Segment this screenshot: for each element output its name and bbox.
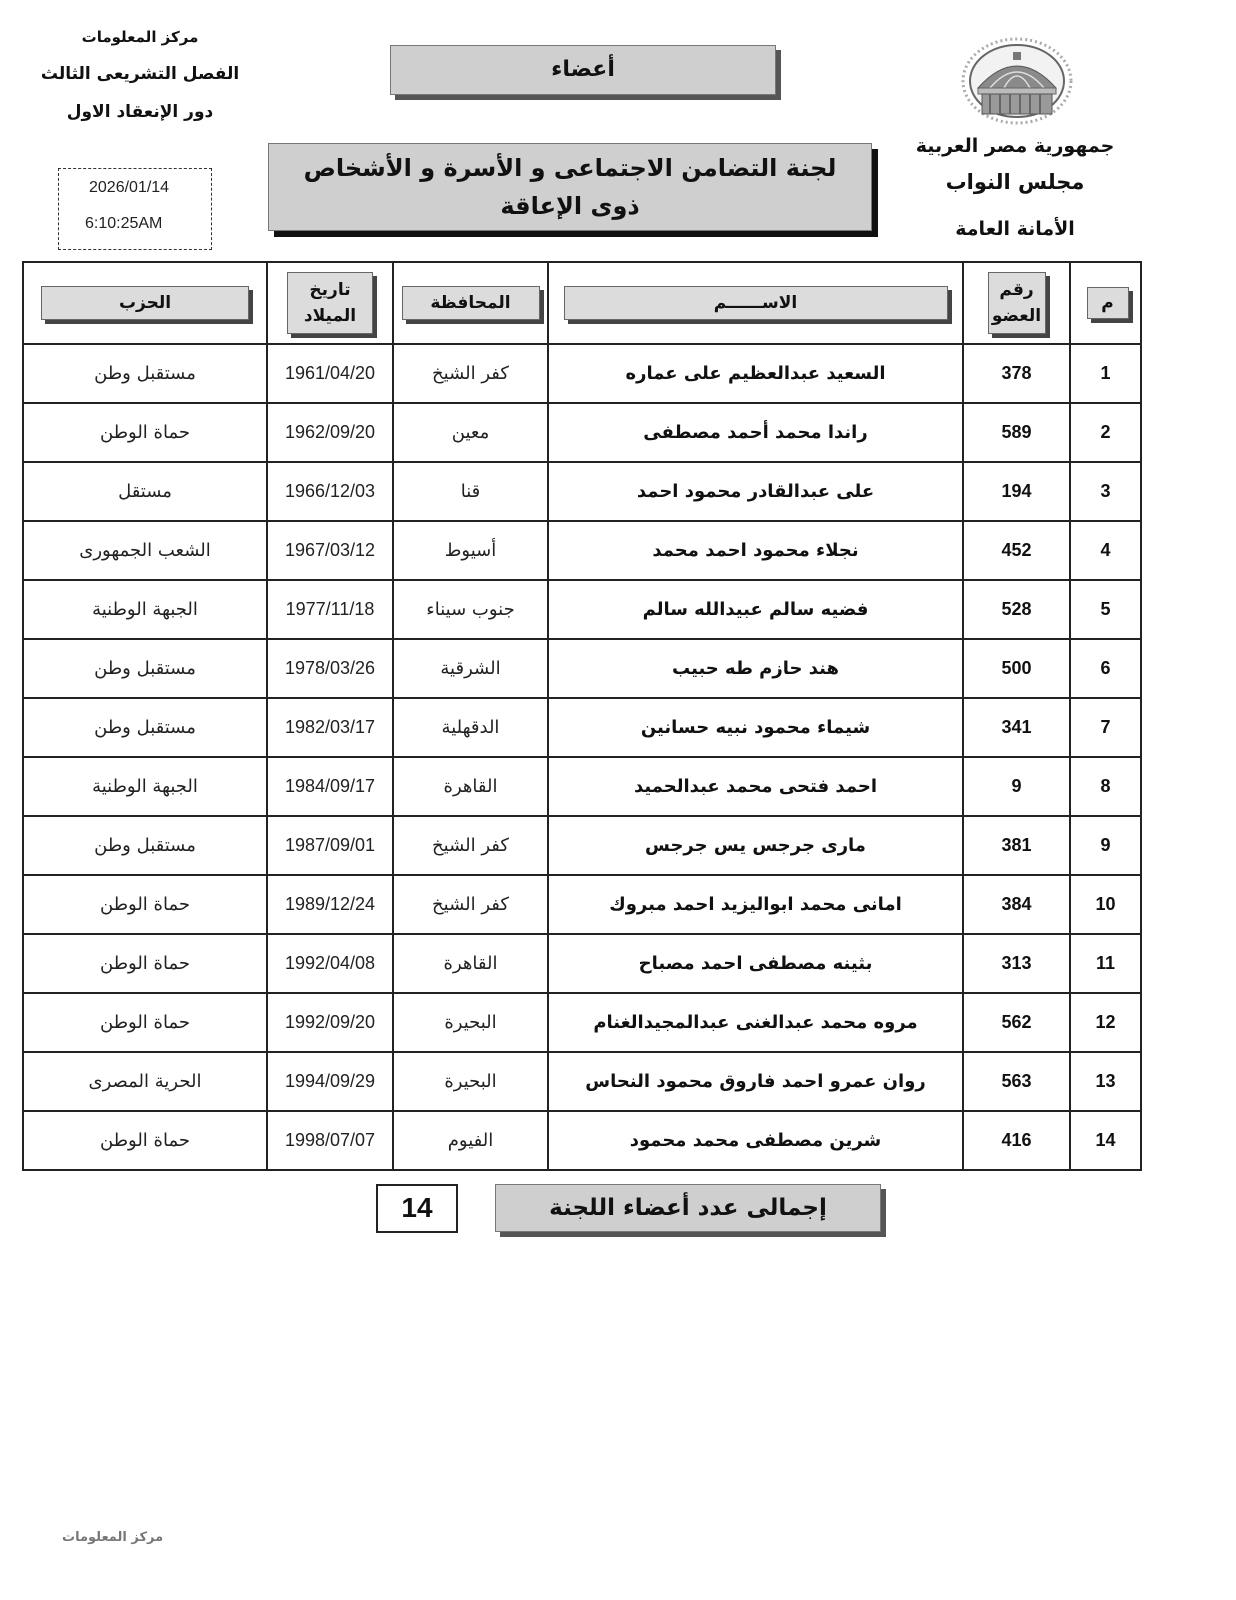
birth-date-cell: 1998/07/07	[267, 1111, 393, 1170]
party-cell: مستقبل وطن	[23, 816, 267, 875]
governorate-cell: القاهرة	[393, 934, 548, 993]
committee-title-line2: ذوى الإعاقة	[500, 192, 640, 220]
governorate-cell: قنا	[393, 462, 548, 521]
table-row	[23, 993, 1141, 1052]
governorate-cell: أسيوط	[393, 521, 548, 580]
party-cell: حماة الوطن	[23, 403, 267, 462]
member-number-cell: 381	[963, 816, 1070, 875]
member-name-cell: راندا محمد أحمد مصطفى	[548, 403, 963, 462]
governorate-cell: البحيرة	[393, 993, 548, 1052]
birth-date-cell: 1987/09/01	[267, 816, 393, 875]
row-number-cell: 2	[1070, 403, 1141, 462]
birth-date-cell: 1978/03/26	[267, 639, 393, 698]
member-number-cell: 9	[963, 757, 1070, 816]
governorate-cell: كفر الشيخ	[393, 344, 548, 403]
department-name: الأمانة العامة	[955, 218, 1075, 240]
birth-date-cell: 1984/09/17	[267, 757, 393, 816]
column-header-party: الحزب	[23, 262, 267, 344]
total-members-label: إجمالى عدد أعضاء اللجنة	[495, 1184, 881, 1232]
committee-title-line1: لجنة التضامن الاجتماعى و الأسرة و الأشخاص	[303, 154, 837, 182]
birth-date-cell: 1966/12/03	[267, 462, 393, 521]
country-name: جمهورية مصر العربية	[915, 135, 1115, 157]
member-name-cell: شيماء محمود نبيه حسانين	[548, 698, 963, 757]
footer-text: مركز المعلومات	[62, 1530, 164, 1545]
table-row	[23, 403, 1141, 462]
print-date: 2026/01/14	[89, 179, 170, 196]
birth-date-cell: 1977/11/18	[267, 580, 393, 639]
institution-name: مجلس النواب	[945, 170, 1085, 194]
birth-date-cell: 1982/03/17	[267, 698, 393, 757]
row-number-cell: 8	[1070, 757, 1141, 816]
table-row	[23, 344, 1141, 403]
column-header-member-no: رقم العضو	[963, 262, 1070, 344]
member-number-cell: 313	[963, 934, 1070, 993]
member-number-cell: 416	[963, 1111, 1070, 1170]
party-cell: الشعب الجمهورى	[23, 521, 267, 580]
member-number-cell: 562	[963, 993, 1070, 1052]
governorate-cell: كفر الشيخ	[393, 875, 548, 934]
member-name-cell: روان عمرو احمد فاروق محمود النحاس	[548, 1052, 963, 1111]
governorate-cell: الشرقية	[393, 639, 548, 698]
governorate-cell: جنوب سيناء	[393, 580, 548, 639]
table-row	[23, 816, 1141, 875]
row-number-cell: 5	[1070, 580, 1141, 639]
table-row	[23, 698, 1141, 757]
governorate-cell: الدقهلية	[393, 698, 548, 757]
row-number-cell: 14	[1070, 1111, 1141, 1170]
birth-date-cell: 1989/12/24	[267, 875, 393, 934]
table-row	[23, 757, 1141, 816]
member-number-cell: 563	[963, 1052, 1070, 1111]
party-cell: مستقل	[23, 462, 267, 521]
row-number-cell: 11	[1070, 934, 1141, 993]
birth-date-cell: 1962/09/20	[267, 403, 393, 462]
governorate-cell: القاهرة	[393, 757, 548, 816]
party-cell: حماة الوطن	[23, 993, 267, 1052]
party-cell: الجبهة الوطنية	[23, 580, 267, 639]
party-cell: مستقبل وطن	[23, 639, 267, 698]
birth-date-cell: 1992/09/20	[267, 993, 393, 1052]
column-header-name: الاســــــم	[548, 262, 963, 344]
birth-date-cell: 1967/03/12	[267, 521, 393, 580]
table-row	[23, 875, 1141, 934]
member-number-cell: 528	[963, 580, 1070, 639]
birth-date-cell: 1994/09/29	[267, 1052, 393, 1111]
row-number-cell: 12	[1070, 993, 1141, 1052]
member-name-cell: السعيد عبدالعظيم على عماره	[548, 344, 963, 403]
member-name-cell: على عبدالقادر محمود احمد	[548, 462, 963, 521]
member-number-cell: 452	[963, 521, 1070, 580]
table-row	[23, 1111, 1141, 1170]
governorate-cell: البحيرة	[393, 1052, 548, 1111]
row-number-cell: 1	[1070, 344, 1141, 403]
page-title: أعضاء	[390, 45, 776, 95]
party-cell: الجبهة الوطنية	[23, 757, 267, 816]
column-header-dob: تاريخ الميلاد	[267, 262, 393, 344]
parliament-emblem-icon	[960, 36, 1074, 126]
birth-date-cell: 1961/04/20	[267, 344, 393, 403]
governorate-cell: كفر الشيخ	[393, 816, 548, 875]
member-number-cell: 378	[963, 344, 1070, 403]
party-cell: حماة الوطن	[23, 934, 267, 993]
table-row	[23, 934, 1141, 993]
table-header-row	[23, 262, 1141, 344]
table-row	[23, 580, 1141, 639]
legislative-term-label: الفصل التشريعى الثالث	[40, 64, 240, 84]
print-timestamp-box	[58, 168, 212, 250]
member-number-cell: 341	[963, 698, 1070, 757]
row-number-cell: 10	[1070, 875, 1141, 934]
member-name-cell: احمد فتحى محمد عبدالحميد	[548, 757, 963, 816]
party-cell: الحرية المصرى	[23, 1052, 267, 1111]
print-time: 6:10:25AM	[85, 215, 163, 232]
member-name-cell: امانى محمد ابواليزيد احمد مبروك	[548, 875, 963, 934]
row-number-cell: 7	[1070, 698, 1141, 757]
birth-date-cell: 1992/04/08	[267, 934, 393, 993]
info-center-label: مركز المعلومات	[81, 28, 199, 46]
row-number-cell: 9	[1070, 816, 1141, 875]
member-name-cell: فضيه سالم عبيدالله سالم	[548, 580, 963, 639]
member-name-cell: هند حازم طه حبيب	[548, 639, 963, 698]
member-number-cell: 194	[963, 462, 1070, 521]
party-cell: حماة الوطن	[23, 875, 267, 934]
member-number-cell: 589	[963, 403, 1070, 462]
table-row	[23, 462, 1141, 521]
governorate-cell: معين	[393, 403, 548, 462]
party-cell: مستقبل وطن	[23, 344, 267, 403]
session-label: دور الإنعقاد الاول	[66, 102, 214, 122]
member-name-cell: مارى جرجس يس جرجس	[548, 816, 963, 875]
row-number-cell: 4	[1070, 521, 1141, 580]
member-name-cell: بثينه مصطفى احمد مصباح	[548, 934, 963, 993]
party-cell: حماة الوطن	[23, 1111, 267, 1170]
row-number-cell: 6	[1070, 639, 1141, 698]
members-table	[22, 261, 1142, 1171]
member-number-cell: 384	[963, 875, 1070, 934]
row-number-cell: 3	[1070, 462, 1141, 521]
committee-title	[268, 143, 872, 231]
member-name-cell: نجلاء محمود احمد محمد	[548, 521, 963, 580]
table-row	[23, 521, 1141, 580]
member-name-cell: شرين مصطفى محمد محمود	[548, 1111, 963, 1170]
table-row	[23, 1052, 1141, 1111]
column-header-governorate: المحافظة	[393, 262, 548, 344]
column-header-num: م	[1070, 262, 1141, 344]
row-number-cell: 13	[1070, 1052, 1141, 1111]
table-row	[23, 639, 1141, 698]
party-cell: مستقبل وطن	[23, 698, 267, 757]
member-number-cell: 500	[963, 639, 1070, 698]
total-members-count: 14	[376, 1184, 458, 1233]
governorate-cell: الفيوم	[393, 1111, 548, 1170]
member-name-cell: مروه محمد عبدالغنى عبدالمجيدالغنام	[548, 993, 963, 1052]
